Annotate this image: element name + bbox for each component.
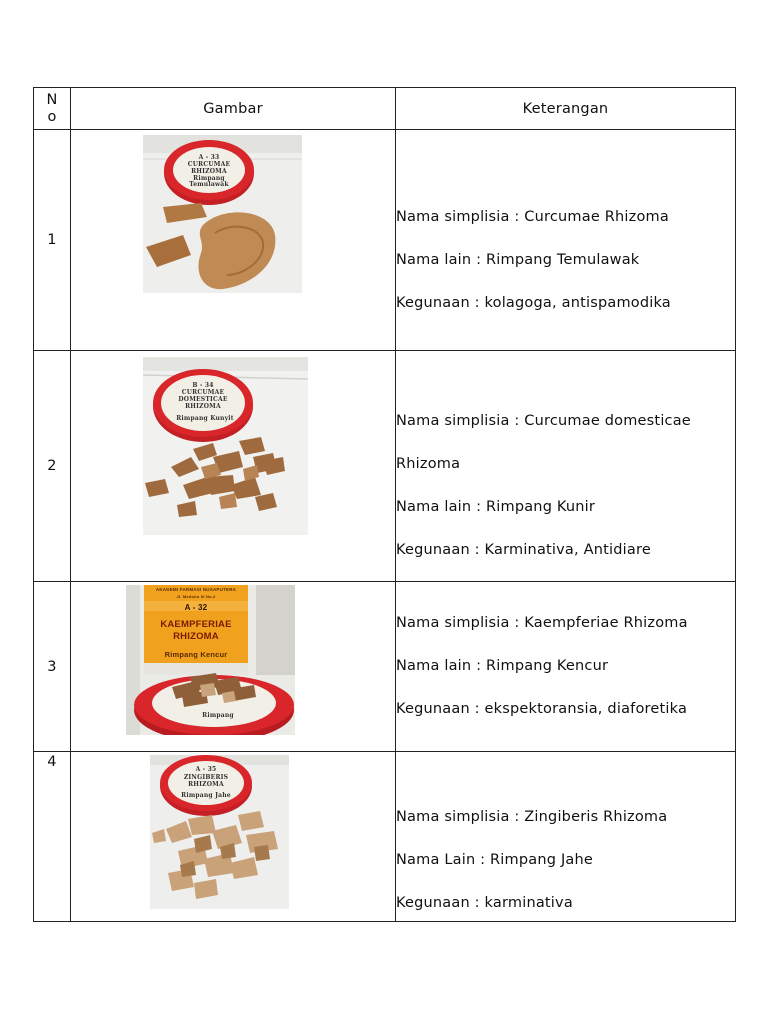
table-row [34, 582, 736, 752]
lid-label-code: A - 33 [198, 154, 220, 161]
sign-code: A - 32 [184, 603, 208, 612]
simplisia-table [33, 87, 736, 922]
header-no-line1: N [46, 91, 58, 108]
sign-top: AKADEMI FARMASI NUSAPUTERA [155, 587, 237, 592]
table-header-row [34, 88, 736, 130]
table-row [34, 351, 736, 582]
description-cell [396, 582, 736, 752]
nama-lain: Nama lain : Rimpang Temulawak [396, 251, 640, 268]
lid-label-code: A - 35 [195, 766, 217, 773]
nama-lain: Nama lain : Rimpang Kencur [396, 658, 609, 674]
sign-name1: KAEMPFERIAE [160, 619, 232, 630]
header-keterangan: Keterangan [396, 88, 736, 130]
kegunaan: Kegunaan : kolagoga, antispamodika [396, 294, 671, 311]
table-row [34, 752, 736, 922]
photo-temulawak [143, 135, 302, 293]
sign-name2: RHIZOMA [173, 631, 219, 642]
image-cell [71, 752, 396, 922]
lid-label-local: Rimpang [202, 712, 234, 719]
description-cell [396, 752, 736, 922]
kegunaan: Kegunaan : karminativa [396, 894, 573, 911]
photo-kunyit [143, 357, 308, 535]
lid-label-name2: DOMESTICAE [178, 396, 228, 403]
image-cell [71, 130, 396, 351]
kegunaan: Kegunaan : ekspektoransia, diaforetika [396, 701, 688, 717]
photo-jahe [150, 755, 289, 909]
lid-label-name1: ZINGIBERIS [183, 774, 229, 781]
row-number: 4 [34, 752, 71, 922]
lid-label-name2: RHIZOMA [188, 781, 224, 788]
lid-label-name1: CURCUMAE [181, 389, 225, 396]
lid-label-local: Rimpang Kunyit [176, 415, 234, 422]
nama-lain: Nama lain : Rimpang Kunir [396, 499, 596, 515]
row-number: 2 [34, 351, 71, 582]
nama-lain: Nama Lain : Rimpang Jahe [396, 851, 594, 868]
row-number: 3 [34, 582, 71, 752]
kegunaan: Kegunaan : Karminativa, Antidiare [396, 542, 651, 558]
nama-simplisia-cont: Rhizoma [396, 456, 461, 472]
lid-label-code: B - 34 [192, 382, 214, 389]
header-gambar: Gambar [71, 88, 396, 130]
lid-label-local1: Rimpang [193, 175, 225, 182]
lid-label-name3: RHIZOMA [185, 403, 221, 410]
lid-label-name1: CURCUMAE [187, 161, 231, 168]
lid-label-name2: RHIZOMA [191, 168, 227, 175]
image-cell [71, 582, 396, 752]
lid-label-local: Rimpang Jahe [181, 792, 231, 799]
row-number: 1 [34, 130, 71, 351]
table-row [34, 130, 736, 351]
nama-simplisia: Nama simplisia : Curcumae domesticae [396, 413, 691, 429]
header-no-line2: o [47, 108, 57, 125]
lid-label-local2: Temulawak [189, 181, 229, 188]
sign-address: Jl. Medoho III No.2 [176, 594, 216, 599]
description-cell [396, 351, 736, 582]
nama-simplisia: Nama simplisia : Kaempferiae Rhizoma [396, 615, 688, 631]
header-no [34, 88, 71, 130]
photo-kencur [126, 585, 295, 735]
sign-local: Rimpang Kencur [164, 650, 228, 659]
image-cell [71, 351, 396, 582]
nama-simplisia: Nama simplisia : Zingiberis Rhizoma [396, 808, 668, 825]
nama-simplisia: Nama simplisia : Curcumae Rhizoma [396, 208, 669, 225]
description-cell [396, 130, 736, 351]
